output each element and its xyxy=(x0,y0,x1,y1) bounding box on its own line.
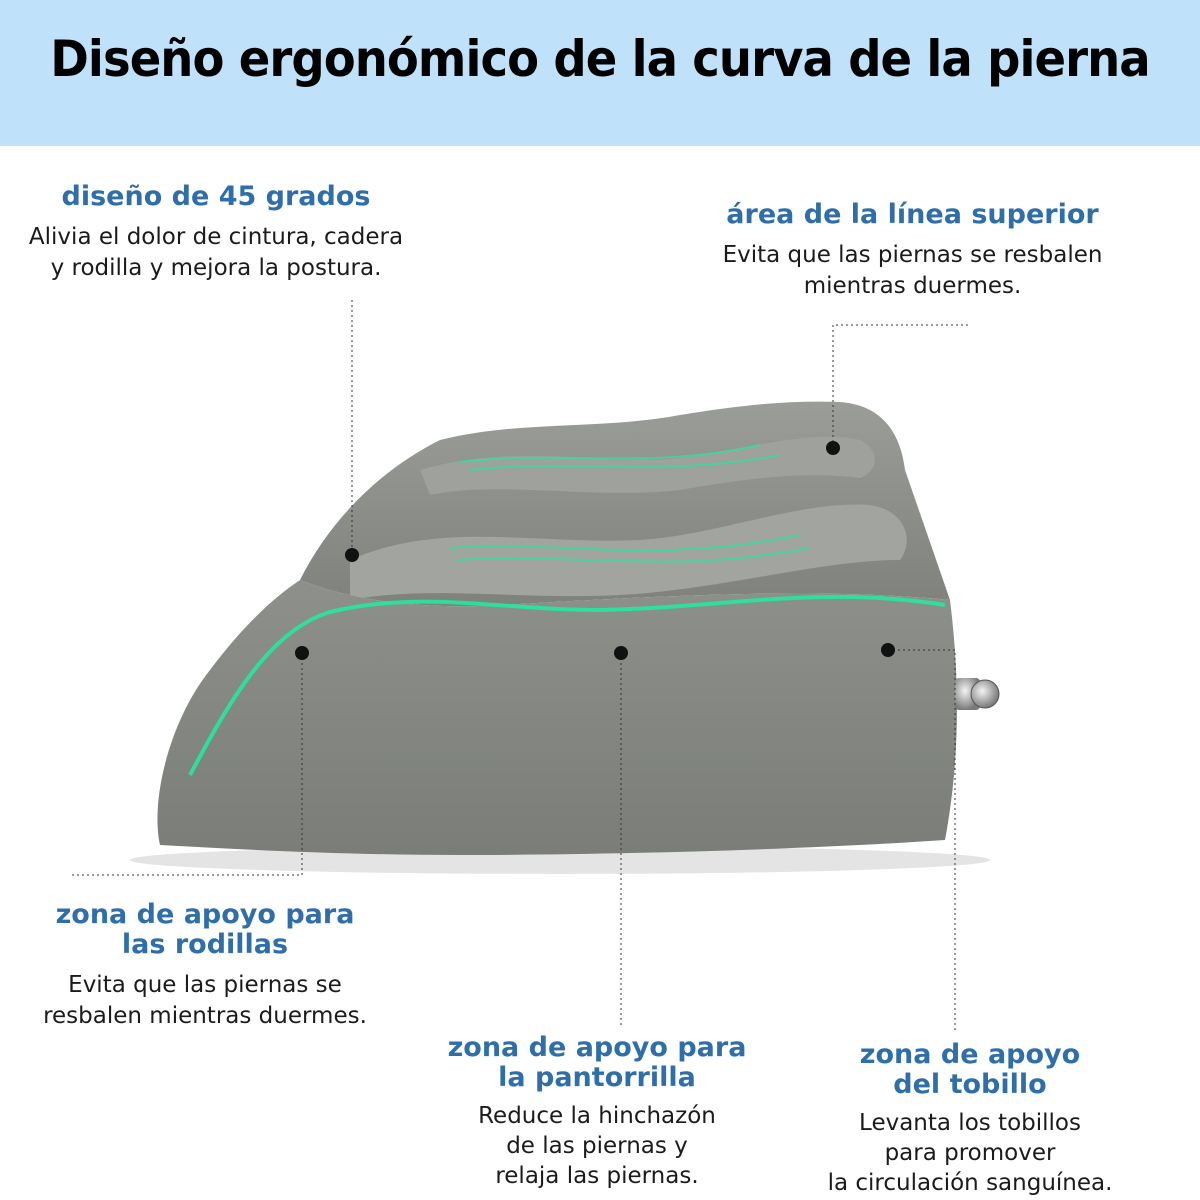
callout-calf-heading xyxy=(420,1033,774,1093)
marker-topline xyxy=(826,441,840,455)
callout-knee-line: resbalen mientras duermes. xyxy=(43,1003,367,1029)
callout-ankle-line: para promover xyxy=(884,1140,1056,1166)
callout-topline-heading: área de la línea superior xyxy=(726,199,1099,230)
callout-calf-line: Reduce la hinchazón xyxy=(478,1103,716,1129)
air-valve-icon xyxy=(955,678,999,710)
marker-calf xyxy=(614,646,628,660)
page-title: Diseño ergonómico de la curva de la pierna xyxy=(50,30,1150,88)
callout-ankle-heading-line: zona de apoyo xyxy=(859,1039,1081,1070)
callout-calf-text xyxy=(420,1101,774,1191)
callout-calf-line: relaja las piernas. xyxy=(495,1163,699,1189)
callout-degree-heading: diseño de 45 grados xyxy=(61,181,371,212)
callout-knee-heading-line: zona de apoyo para xyxy=(55,899,355,930)
callout-ankle xyxy=(810,1040,1130,1198)
callout-degree xyxy=(10,182,422,284)
callout-knee-heading-line: las rodillas xyxy=(121,929,289,960)
callout-ankle-heading xyxy=(810,1040,1130,1100)
callout-degree-text xyxy=(10,222,422,284)
callout-degree-line: Alivia el dolor de cintura, cadera xyxy=(28,224,404,250)
callout-topline-line: mientras duermes. xyxy=(803,273,1022,299)
callout-degree-line: y rodilla y mejora la postura. xyxy=(50,255,382,281)
callout-calf-heading-line: la pantorrilla xyxy=(498,1062,696,1093)
pillow-side xyxy=(157,580,957,855)
callout-ankle-heading-line: del tobillo xyxy=(893,1069,1047,1100)
callout-knee-heading xyxy=(10,900,400,960)
marker-degree xyxy=(345,548,359,562)
callout-ankle-line: la circulación sanguínea. xyxy=(827,1170,1113,1196)
callout-topline xyxy=(700,200,1125,302)
callout-knee-text xyxy=(10,970,400,1032)
callout-calf-heading-line: zona de apoyo para xyxy=(447,1032,747,1063)
callout-topline-line: Evita que las piernas se resbalen xyxy=(722,242,1103,268)
callout-topline-text xyxy=(700,240,1125,302)
callout-calf xyxy=(420,1033,774,1191)
marker-ankle xyxy=(881,643,895,657)
callout-knee xyxy=(10,900,400,1032)
callout-calf-line: de las piernas y xyxy=(506,1133,688,1159)
callout-ankle-text xyxy=(810,1108,1130,1198)
marker-knee xyxy=(295,646,309,660)
callout-knee-line: Evita que las piernas se xyxy=(68,972,342,998)
callout-ankle-line: Levanta los tobillos xyxy=(859,1110,1081,1136)
